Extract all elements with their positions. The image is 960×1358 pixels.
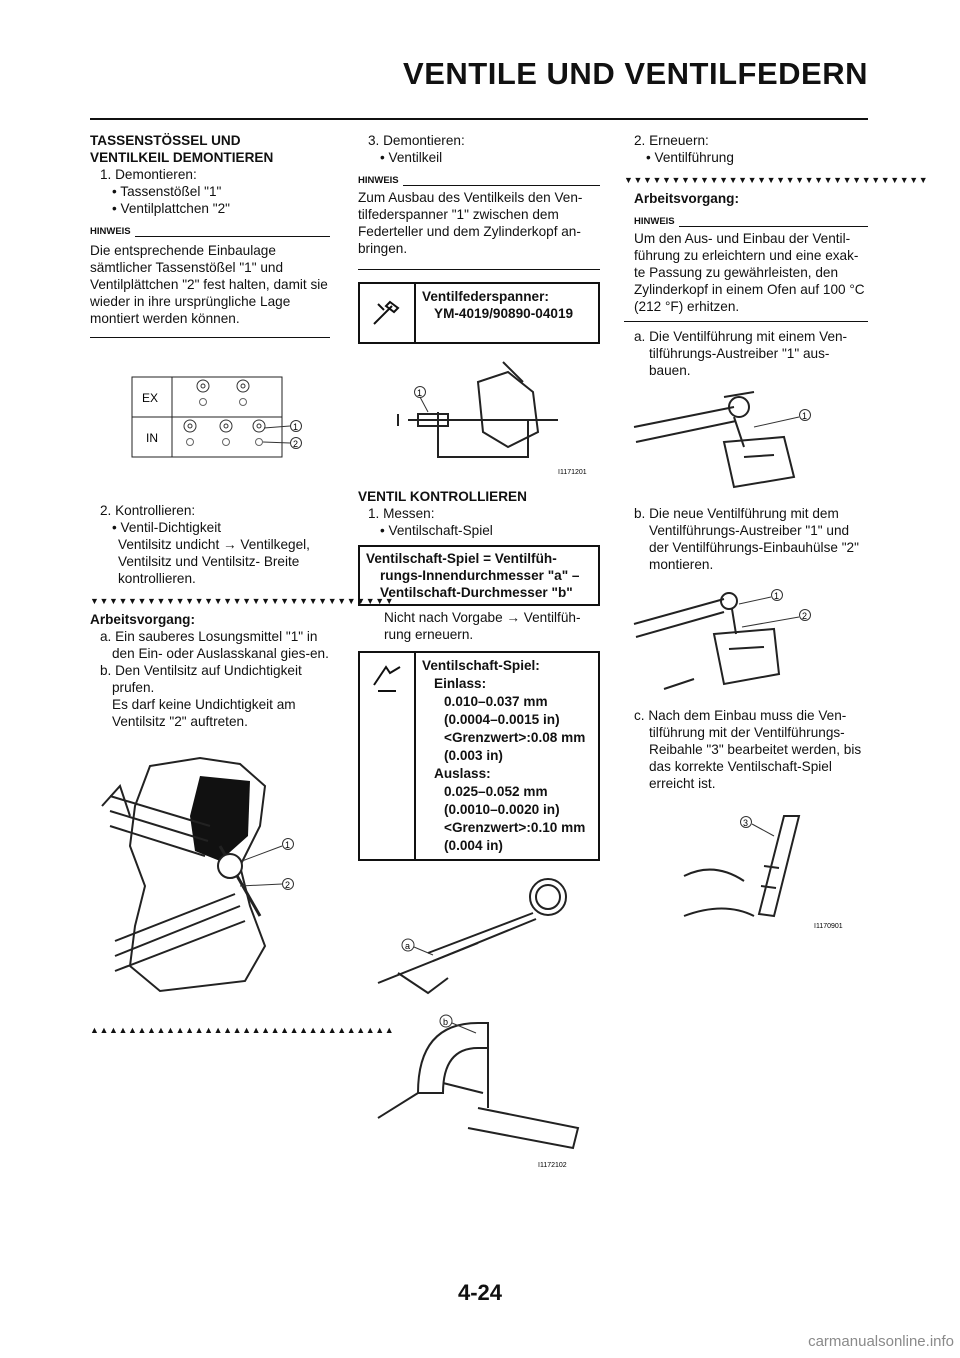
clearance-formula-box	[358, 545, 600, 606]
svg-text:2: 2	[802, 611, 808, 621]
reamer-figure	[624, 806, 868, 936]
column-3	[624, 132, 929, 936]
spec-exhaust-range-mm: 0.025–0.052 mm	[444, 784, 548, 799]
note-header: HINWEIS	[624, 213, 868, 230]
svg-text:a: a	[405, 941, 411, 951]
measure-icon	[360, 653, 416, 859]
step-measure: 1. Messen:	[368, 506, 435, 521]
step-b-detail: Es darf keine Undichtigkeit am Ventilsitz "2" auftreten.	[112, 697, 296, 729]
svg-text:2: 2	[293, 439, 299, 449]
clearance-spec-box	[358, 651, 600, 861]
in-label: IN	[146, 431, 158, 445]
spec-exhaust: Auslass:	[434, 766, 491, 781]
formula-line-1: Ventilschaft-Spiel = Ventilfüh-	[366, 551, 557, 566]
guide-installation-figure	[624, 579, 868, 699]
svg-text:1: 1	[802, 411, 808, 421]
tool-number: YM-4019/90890-04019	[434, 306, 574, 321]
step-2: 2. Erneuern:	[634, 133, 709, 148]
bullet-shim: • Ventilplattchen "2"	[112, 201, 230, 216]
figure-code: I1172102	[538, 1162, 567, 1169]
spec-exhaust-limit-in: (0.004 in)	[444, 838, 503, 853]
svg-text:1: 1	[285, 840, 291, 850]
bullet-tappet: • Tassenstößel "1"	[112, 184, 222, 199]
step-a: a. Ein sauberes Losungsmittel "1" in den Ein- oder Auslasskanal gies-en.	[100, 629, 329, 661]
procedure-end-marker: ▲▲▲▲▲▲▲▲▲▲▲▲▲▲▲▲▲▲▲▲▲▲▲▲▲▲▲▲▲▲▲▲	[90, 1025, 395, 1035]
step-1: 1. Demontieren:	[100, 167, 197, 182]
note-header: HINWEIS	[358, 172, 600, 189]
spec-intake: Einlass:	[434, 676, 487, 691]
section-title: VENTIL KONTROLLIEREN	[358, 489, 527, 504]
tool-icon	[360, 284, 416, 342]
procedure-label: Arbeitsvorgang:	[634, 191, 739, 206]
special-tool-box	[358, 282, 600, 344]
spec-intake-limit: <Grenzwert>:0.08 mm	[444, 730, 586, 745]
figure-code: I1171201	[558, 469, 587, 476]
step-a: a. Die Ventilführung mit einem Ven-tilführungs-Austreiber "1" aus-bauen.	[634, 329, 848, 378]
svg-text:1: 1	[293, 422, 299, 432]
valve-leak-figure	[90, 756, 330, 996]
bullet-stem-clearance: • Ventilschaft-Spiel	[380, 523, 493, 538]
step-c: c. Nach dem Einbau muss die Ven-tilführung mit der Ventilführungs-Reibahle "3" bearbeitet werden, bis das korrekte Ventilschaft-Spiel erreicht ist.	[634, 708, 862, 791]
header-rule	[90, 118, 868, 120]
svg-text:3: 3	[743, 818, 749, 828]
column-1	[90, 132, 395, 1040]
figure-code: I1170901	[814, 923, 843, 930]
bullet-valve-seal-detail: Ventilsitz undicht → Ventilkegel, Ventilsitz und Ventilsitz- Breite kontrollieren.	[118, 537, 310, 586]
svg-text:1: 1	[774, 591, 780, 601]
note-text: Um den Aus- und Einbau der Ventil-führung zu erleichtern und eine exak-te Passung zu gewährleisten, den Zylinderkopf in einem Ofen auf 100 °C (212 °F) erhitzen.	[624, 230, 868, 322]
column-2	[358, 132, 600, 1173]
step-2: 2. Kontrollieren:	[100, 503, 196, 518]
page-number: 4-24	[457, 1280, 503, 1305]
note-text: Zum Ausbau des Ventilkeils den Ven-tilfederspanner "1" zwischen dem Federteller und dem Zylinderkopf an-bringen.	[358, 189, 600, 270]
tappet-position-figure	[90, 362, 330, 482]
spec-exhaust-range-in: (0.0010–0.0020 in)	[444, 802, 560, 817]
guide-removal-figure	[624, 387, 868, 497]
procedure-start-marker: ▼▼▼▼▼▼▼▼▼▼▼▼▼▼▼▼▼▼▼▼▼▼▼▼▼▼▼▼▼▼▼▼	[624, 175, 929, 185]
formula-line-2: rungs-Innendurchmesser "a" –	[380, 568, 580, 583]
step-3: 3. Demontieren:	[368, 133, 465, 148]
bullet-valve-guide: • Ventilführung	[646, 150, 734, 165]
svg-text:2: 2	[285, 880, 291, 890]
svg-text:b: b	[443, 1017, 449, 1027]
spec-exhaust-limit: <Grenzwert>:0.10 mm	[444, 820, 586, 835]
svg-text:1: 1	[417, 388, 423, 398]
procedure-label: Arbeitsvorgang:	[90, 612, 195, 627]
note-text: Die entsprechende Einbaulage sämtlicher Tassenstößel "1" und Ventilplättchen "2" fest halten, damit sie wieder in ihre ursprüngliche Lage montiert werden können.	[90, 240, 330, 338]
bullet-valve-cotter: • Ventilkeil	[380, 150, 443, 165]
ex-label: EX	[142, 391, 159, 405]
spec-intake-range-in: (0.0004–0.0015 in)	[444, 712, 560, 727]
step-b: b. Den Ventilsitz auf Undichtigkeit prufen.	[100, 663, 302, 695]
page-title: VENTILE UND VENTILFEDERN	[403, 56, 868, 91]
tool-label: Ventilfederspanner:	[422, 289, 549, 304]
formula-line-3: Ventilschaft-Durchmesser "b"	[380, 585, 573, 600]
section-title-line2: VENTILKEIL DEMONTIEREN	[90, 150, 274, 165]
step-b: b. Die neue Ventilführung mit dem Ventilführungs-Austreiber "1" und der Ventilführungs-Einbauhülse "2" montieren.	[634, 506, 859, 572]
section-title-line1: TASSENSTÖSSEL UND	[90, 133, 241, 148]
bore-gauge-micrometer-figure	[358, 873, 600, 1173]
out-of-spec-text: Nicht nach Vorgabe → Ventilfüh-rung erneuern.	[384, 610, 581, 642]
note-header: HINWEIS	[90, 223, 330, 240]
watermark: carmanualsonline.info	[808, 1333, 954, 1350]
valve-spring-compressor-figure	[358, 362, 600, 482]
bullet-valve-seal: • Ventil-Dichtigkeit	[112, 520, 222, 535]
procedure-start-marker: ▼▼▼▼▼▼▼▼▼▼▼▼▼▼▼▼▼▼▼▼▼▼▼▼▼▼▼▼▼▼▼▼	[90, 596, 395, 606]
spec-title: Ventilschaft-Spiel:	[422, 658, 540, 673]
spec-intake-range-mm: 0.010–0.037 mm	[444, 694, 548, 709]
spec-intake-limit-in: (0.003 in)	[444, 748, 503, 763]
